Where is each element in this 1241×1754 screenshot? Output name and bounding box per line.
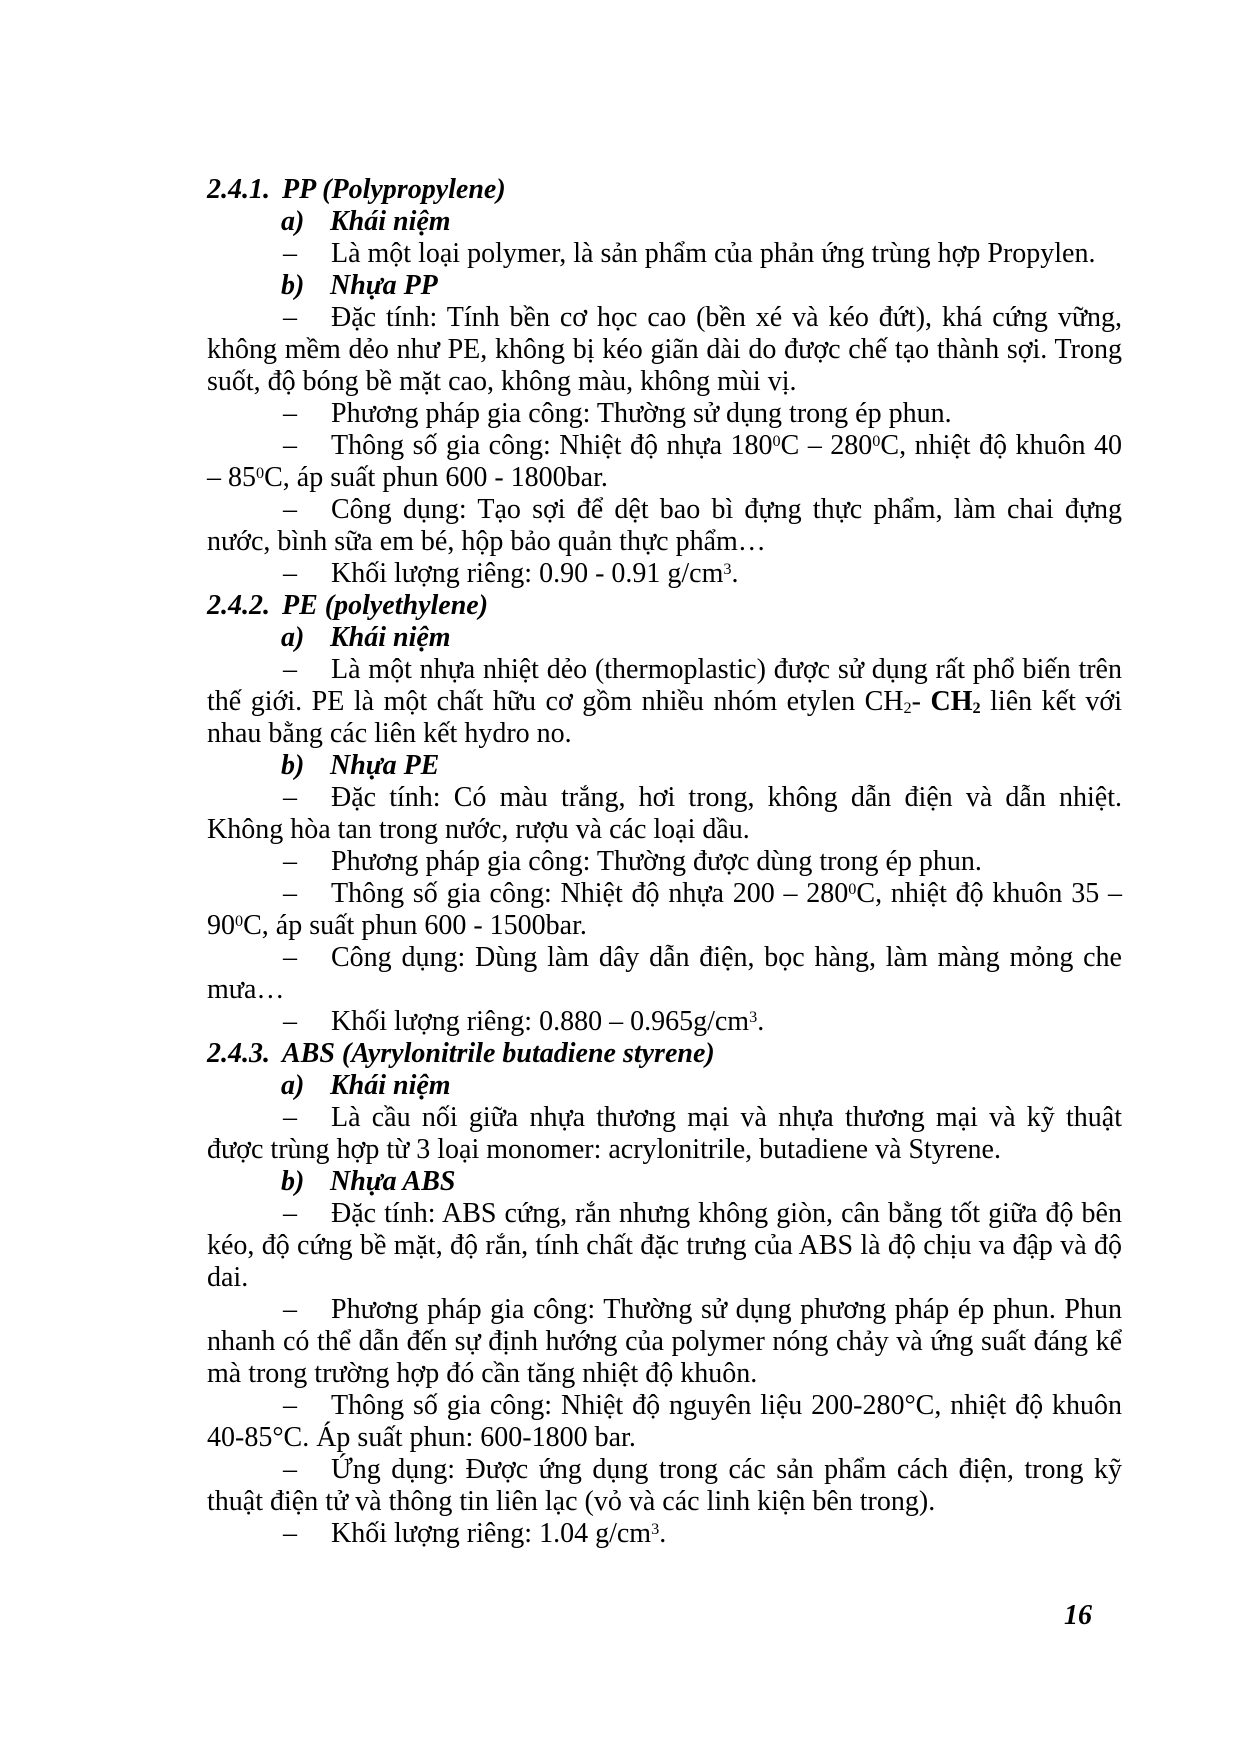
text-run: . [757,1006,765,1037]
heading-title: ABS (Ayrylonitrile butadiene styrene) [282,1038,715,1069]
text-run: 3 [723,559,732,578]
heading-title: Khái niệm [330,622,451,653]
document-body [207,174,1122,1550]
text-run: Là cầu nối giữa nhựa thương mại và nhựa thương mại và kỹ thuật được trùng hợp từ 3 loại monomer: acrylonitrile, butadiene và Styrene. [207,1102,1122,1165]
dash-marker: – [283,1006,297,1037]
sub-heading [207,622,1122,654]
heading-title: Nhựa PE [330,750,440,781]
bullet-paragraph [207,1390,1122,1454]
bullet-paragraph [207,1006,1122,1038]
bullet-paragraph [207,494,1122,558]
text-run: 3 [749,1007,758,1026]
text-run: Ứng dụng: Được ứng dụng trong các sản phẩm cách điện, trong kỹ thuật điện tử và thông tin liên lạc (vỏ và các linh kiện bên trong). [207,1454,1122,1517]
dash-marker: – [283,1518,297,1549]
heading-number: 2.4.2. [207,590,270,621]
dash-marker: – [283,654,297,685]
dash-marker: – [283,238,297,269]
text-run: Đặc tính: Có màu trắng, hơi trong, không dẫn điện và dẫn nhiệt. Không hòa tan trong nước, rượu và các loại dầu. [207,782,1122,845]
text-run: 2 [972,698,981,717]
text-run: C, áp suất phun 600 - 1500bar. [243,910,587,941]
heading-number: a) [281,206,305,237]
text-run: 0 [256,463,265,482]
bullet-paragraph [207,1102,1122,1166]
dash-marker: – [283,430,297,461]
bullet-paragraph [207,878,1122,942]
text-run: Khối lượng riêng: 0.880 – 0.965g/cm [331,1006,750,1037]
text-run: liên kết với nhau bằng các liên kết hydro no. [207,686,1122,749]
page-number: 16 [1064,1600,1092,1631]
dash-marker: – [283,942,297,973]
heading-number: b) [281,750,305,781]
text-run: 0 [235,911,244,930]
bullet-paragraph [207,1198,1122,1294]
bullet-paragraph [207,1518,1122,1550]
text-run: Thông số gia công: Nhiệt độ nhựa 180 [331,430,773,461]
dash-marker: – [283,1102,297,1133]
text-run: 2 [903,698,912,717]
dash-marker: – [283,1294,297,1325]
text-run: C – 280 [780,430,873,461]
heading-number: 2.4.1. [207,174,270,205]
dash-marker: – [283,558,297,589]
bullet-paragraph [207,302,1122,398]
dash-marker: – [283,1454,297,1485]
sub-heading [207,750,1122,782]
heading-title: Nhựa PP [330,270,438,301]
text-run: CH [930,686,973,717]
text-run: C, áp suất phun 600 - 1800bar. [264,462,608,493]
sub-heading [207,1070,1122,1102]
text-run: Là một loại polymer, là sản phẩm của phản ứng trùng hợp Propylen. [331,238,1096,269]
text-run: . [731,558,739,589]
section-heading [207,590,1122,622]
text-run: Phương pháp gia công: Thường sử dụng phương pháp ép phun. Phun nhanh có thể dẫn đến sự định hướng của polymer nóng chảy và ứng suất đáng kể mà trong trường hợp đó cần tăng nhiệt độ khuôn. [207,1294,1122,1389]
heading-number: b) [281,270,305,301]
text-run: Đặc tính: ABS cứng, rắn nhưng không giòn, cân bằng tốt giữa độ bên kéo, độ cứng bề mặt, độ rắn, tính chất đặc trưng của ABS là độ chịu va đập và độ dai. [207,1198,1122,1293]
text-run: C, nhiệt độ khuôn 35 – 90 [207,878,1122,941]
bullet-paragraph [207,782,1122,846]
text-run: Công dụng: Dùng làm dây dẫn điện, bọc hàng, làm màng mỏng che mưa… [207,942,1122,1005]
heading-number: a) [281,1070,305,1101]
sub-heading [207,206,1122,238]
bullet-paragraph [207,398,1122,430]
dash-marker: – [283,302,297,333]
dash-marker: – [283,782,297,813]
bullet-paragraph [207,1454,1122,1518]
text-run: - [911,686,931,717]
heading-number: a) [281,622,305,653]
section-heading [207,174,1122,206]
dash-marker: – [283,878,297,909]
text-run: Khối lượng riêng: 0.90 - 0.91 g/cm [331,558,724,589]
text-run: 0 [872,431,881,450]
section-heading [207,1038,1122,1070]
bullet-paragraph [207,654,1122,750]
text-run: Thông số gia công: Nhiệt độ nhựa 200 – 280 [331,878,849,909]
text-run: Phương pháp gia công: Thường sử dụng trong ép phun. [331,398,952,429]
dash-marker: – [283,398,297,429]
text-run: Đặc tính: Tính bền cơ học cao (bền xé và kéo đứt), khá cứng vững, không mềm dẻo như PE, không bị kéo giãn dài do được chế tạo thành sợi. Trong suốt, độ bóng bề mặt cao, không màu, không mùi vị. [207,302,1122,397]
text-run: Là một nhựa nhiệt dẻo (thermoplastic) được sử dụng rất phổ biến trên thế giới. PE là một chất hữu cơ gồm nhiều nhóm etylen CH [207,654,1122,717]
text-run: 0 [848,879,857,898]
text-run: 0 [772,431,781,450]
heading-title: PE (polyethylene) [282,590,489,621]
text-run: C, nhiệt độ khuôn 40 – 85 [207,430,1122,493]
bullet-paragraph [207,430,1122,494]
bullet-paragraph [207,1294,1122,1390]
heading-title: Nhựa ABS [330,1166,456,1197]
dash-marker: – [283,1198,297,1229]
text-run: Thông số gia công: Nhiệt độ nguyên liệu 200-280°C, nhiệt độ khuôn 40-85°C. Áp suất phun: 600-1800 bar. [207,1390,1122,1453]
bullet-paragraph [207,558,1122,590]
heading-number: 2.4.3. [207,1038,270,1069]
heading-title: Khái niệm [330,1070,451,1101]
heading-number: b) [281,1166,305,1197]
bullet-paragraph [207,238,1122,270]
sub-heading [207,270,1122,302]
text-run: Phương pháp gia công: Thường được dùng trong ép phun. [331,846,982,877]
sub-heading [207,1166,1122,1198]
heading-title: PP (Polypropylene) [282,174,506,205]
dash-marker: – [283,1390,297,1421]
text-run: Khối lượng riêng: 1.04 g/cm [331,1518,652,1549]
text-run: 3 [651,1519,660,1538]
bullet-paragraph [207,942,1122,1006]
text-run: . [659,1518,667,1549]
text-run: Công dụng: Tạo sợi để dệt bao bì đựng thực phẩm, làm chai đựng nước, bình sữa em bé, hộp bảo quản thực phẩm… [207,494,1122,557]
heading-title: Khái niệm [330,206,451,237]
bullet-paragraph [207,846,1122,878]
dash-marker: – [283,846,297,877]
dash-marker: – [283,494,297,525]
